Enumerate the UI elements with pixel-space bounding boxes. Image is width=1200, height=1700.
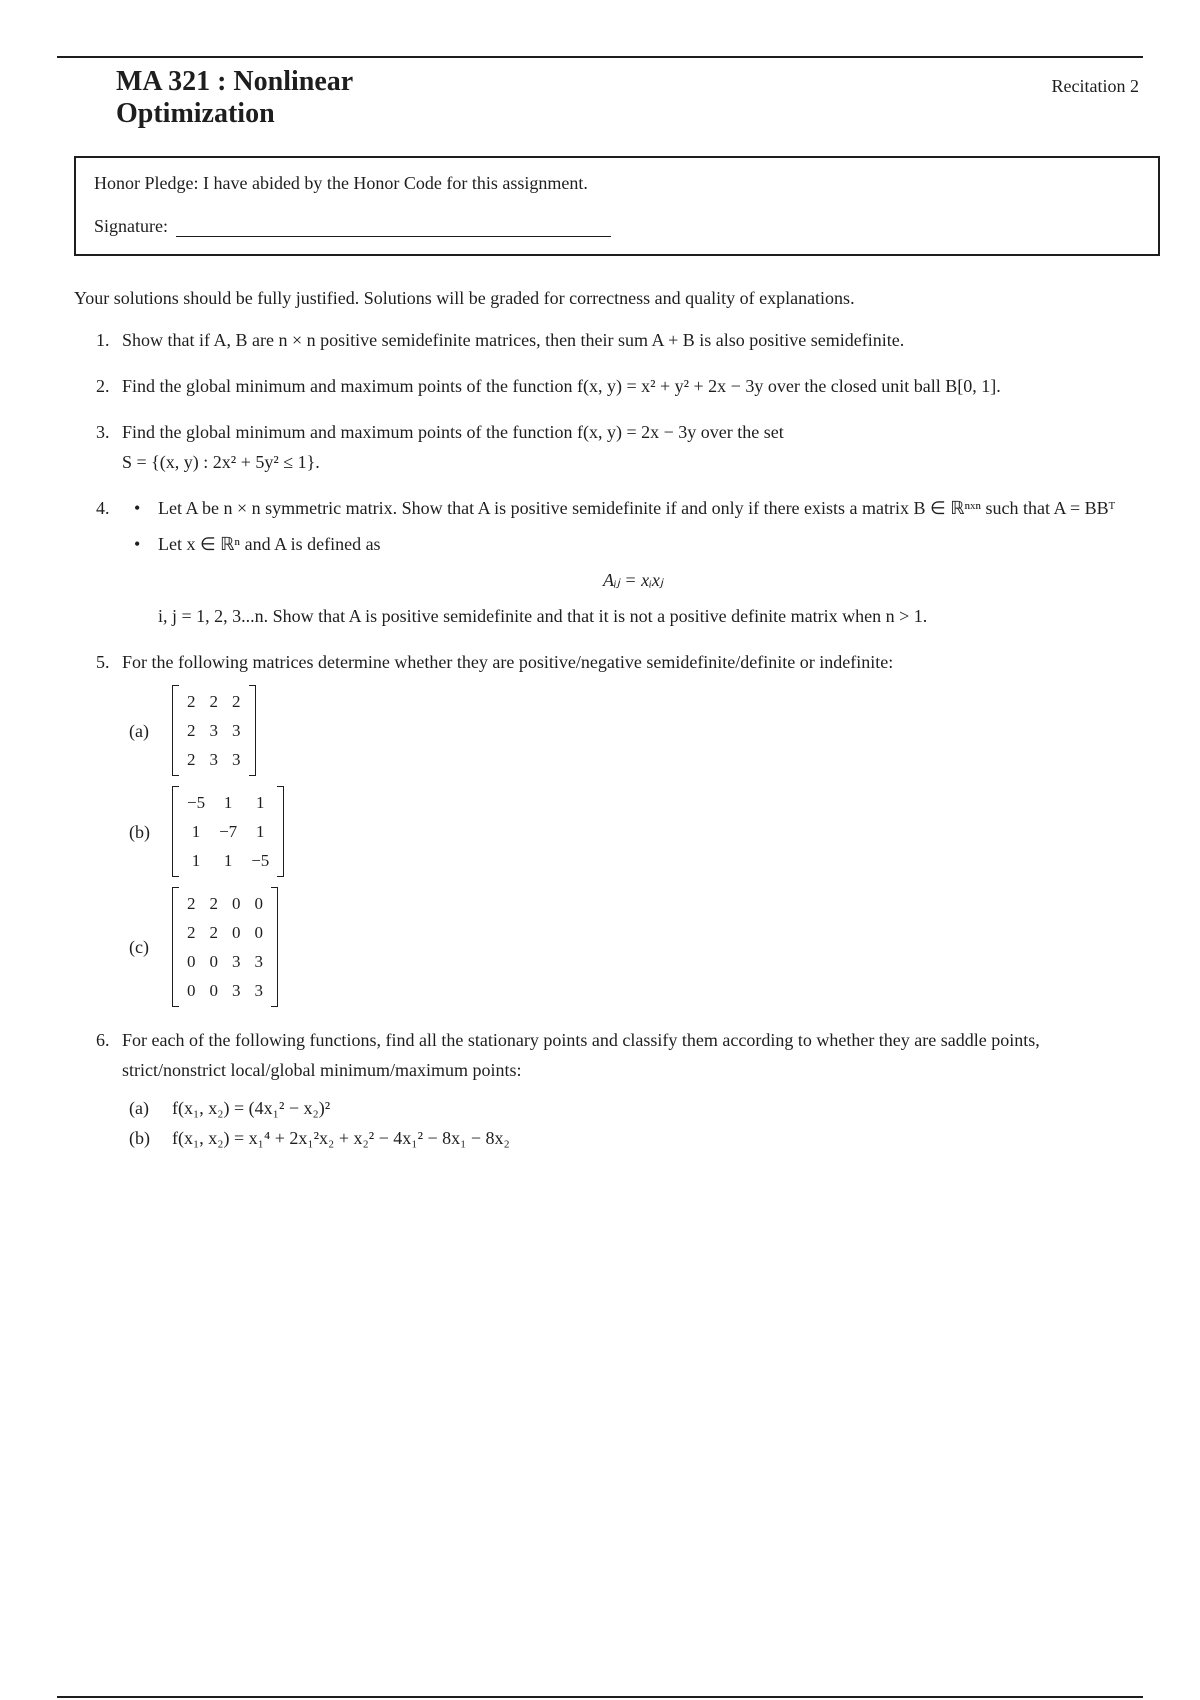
matrix-cell: −5 (187, 793, 206, 812)
problem-text: For each of the following functions, find all the stationary points and classify them according to whether they are saddle points, strict/nonstrict local/global minimum/maximum points: (122, 1030, 1040, 1080)
sub-label: (c) (129, 937, 149, 957)
matrix-cell: 3 (232, 981, 241, 1000)
bullet-icon: • (134, 534, 141, 554)
problem-text: i, j = 1, 2, 3...n. Show that A is positive semidefinite and that it is not a positive definite matrix when n > 1. (158, 606, 928, 626)
matrix-cell: 2 (187, 750, 196, 769)
matrix-cell: 1 (223, 851, 233, 870)
signature-line (176, 220, 611, 237)
matrix-cell: 3 (232, 750, 241, 769)
matrix-cell: 3 (254, 952, 263, 971)
problem-2 (74, 371, 1144, 401)
matrix-cell: 2 (187, 923, 196, 942)
matrix-c-row (122, 885, 1144, 1009)
sub-item (122, 1093, 1144, 1123)
matrix-cell: 0 (232, 894, 241, 913)
problem-3 (74, 417, 1144, 477)
matrix-cell: 2 (209, 894, 218, 913)
bullet-icon: • (134, 498, 141, 518)
matrix-cell: 2 (187, 721, 196, 740)
bottom-rule (57, 1696, 1143, 1698)
matrix-cell: 0 (254, 923, 263, 942)
problem-text: Find the global minimum and maximum points of the function f(x, y) = 2x − 3y over the set (122, 422, 784, 442)
matrix-cell: 0 (187, 981, 196, 1000)
header (116, 66, 1140, 130)
sub-label: (a) (129, 720, 149, 741)
matrix-c (172, 885, 278, 1009)
sub-label: (b) (129, 821, 150, 842)
matrix-cell: 3 (232, 952, 241, 971)
bullet-item (116, 493, 1144, 523)
problem-text: Show that if A, B are n × n positive semidefinite matrices, then their sum A + B is also positive semidefinite. (122, 330, 905, 350)
problem-number: 4. (96, 498, 110, 518)
matrix-cell: 0 (209, 981, 218, 1000)
matrix-cell: 0 (232, 923, 241, 942)
function-text: f(x₁, x₂) = (4x₁² − x₂)² (172, 1098, 331, 1118)
function-text: f(x₁, x₂) = x₁⁴ + 2x₁²x₂ + x₂² − 4x₁² − 8x₁ − 8x₂ (172, 1128, 510, 1148)
page-title: MA 321 : Nonlinear Optimization (116, 66, 353, 129)
signature-row (94, 216, 1140, 237)
matrix-cell: 2 (209, 692, 218, 711)
matrix-cell: 0 (187, 952, 196, 971)
instructions: Your solutions should be fully justified. Solutions will be graded for correctness and quality of explanations. (74, 288, 855, 308)
matrix-cell: 0 (254, 894, 263, 913)
problem-number: 6. (96, 1030, 110, 1050)
honor-pledge-box (74, 156, 1160, 256)
problem-1 (74, 325, 1144, 355)
signature-label: Signature: (94, 216, 168, 236)
bullet-text: Let x ∈ ℝⁿ and A is defined as (158, 534, 381, 554)
problem-number: 1. (96, 330, 110, 350)
matrix-cell: 0 (209, 952, 218, 971)
matrix-cell: 3 (254, 981, 263, 1000)
matrix-cell: 3 (209, 750, 218, 769)
top-rule (57, 56, 1143, 58)
problem-list (74, 283, 1144, 1169)
problem-number: 2. (96, 376, 110, 396)
sub-label: (a) (129, 1098, 149, 1118)
problem-set-definition: S = {(x, y) : 2x² + 5y² ≤ 1}. (122, 452, 320, 472)
matrix-cell: 3 (209, 721, 218, 740)
matrix-cell: 1 (191, 851, 201, 870)
matrix-cell: −7 (219, 822, 238, 841)
matrix-cell: 1 (255, 822, 265, 841)
matrix-cell: 2 (209, 923, 218, 942)
matrix-b (172, 784, 284, 879)
problem-number: 3. (96, 422, 110, 442)
matrix-cell: 1 (191, 822, 201, 841)
matrix-cell: 2 (187, 692, 196, 711)
equation: Aᵢⱼ = xᵢxⱼ (602, 570, 664, 590)
bullet-item (116, 529, 1144, 559)
matrix-b-row (122, 784, 1144, 879)
matrix-cell: 3 (232, 721, 241, 740)
matrix-cell: 1 (223, 793, 233, 812)
problem-text: Find the global minimum and maximum points of the function f(x, y) = x² + y² + 2x − 3y over the closed unit ball B[0, 1]. (122, 376, 1001, 396)
recitation-label: Recitation 2 (1051, 76, 1139, 96)
problem-5 (74, 647, 1144, 1009)
matrix-cell: 2 (232, 692, 241, 711)
matrix-a-row (122, 683, 1144, 778)
sub-label: (b) (129, 1128, 150, 1148)
problem-4 (74, 493, 1144, 631)
problem-number: 5. (96, 652, 110, 672)
matrix-cell: 1 (255, 793, 265, 812)
matrix-cell: 2 (187, 894, 196, 913)
matrix-a (172, 683, 256, 778)
bullet-text: Let A be n × n symmetric matrix. Show that A is positive semidefinite if and only if there exists a matrix B ∈ ℝⁿˣⁿ such that A = BBᵀ (158, 498, 1116, 518)
problem-6 (74, 1025, 1144, 1153)
problem-text: For the following matrices determine whether they are positive/negative semidefinite/definite or indefinite: (122, 652, 894, 672)
honor-pledge-text: Honor Pledge: I have abided by the Honor Code for this assignment. (94, 173, 588, 193)
matrix-cell: −5 (251, 851, 270, 870)
sub-item (122, 1123, 1144, 1153)
